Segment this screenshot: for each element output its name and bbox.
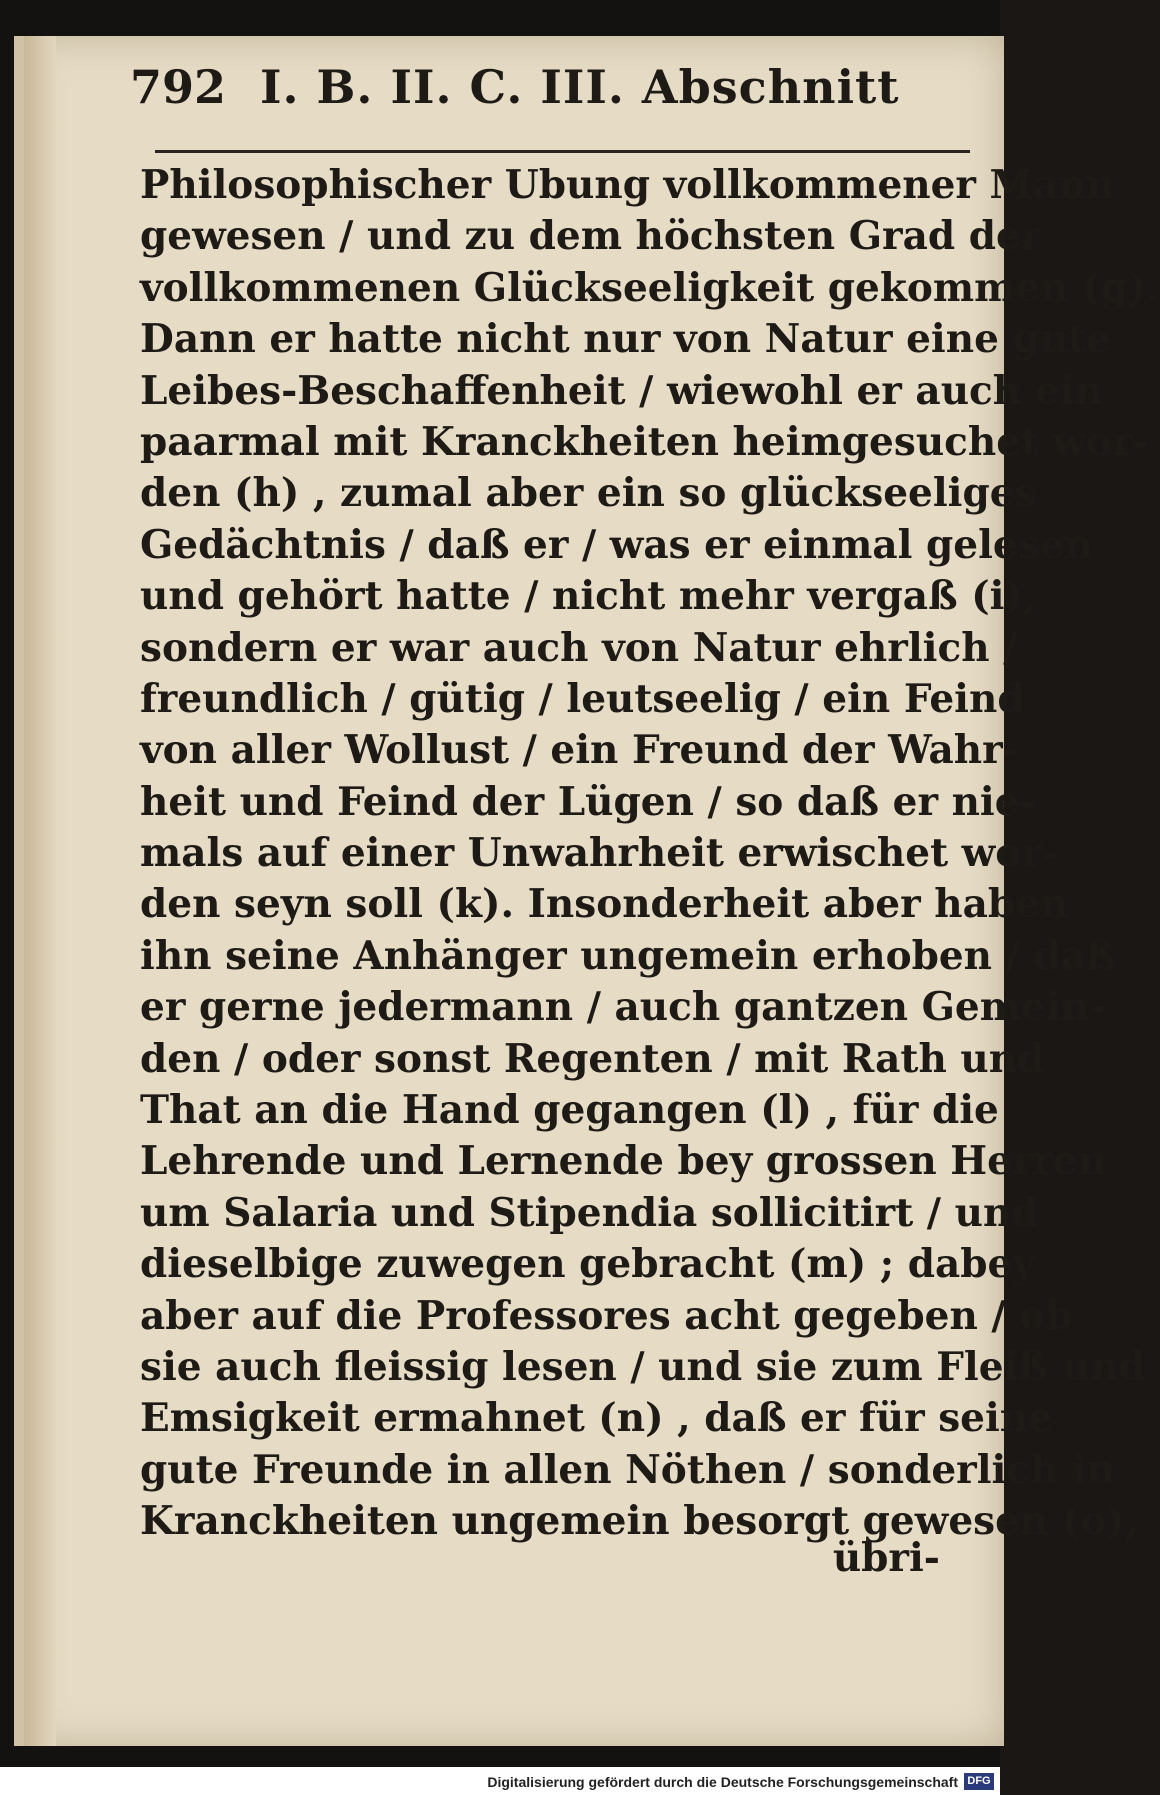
text-line: ihn seine Anhänger ungemein erhoben / daß: [140, 932, 1116, 979]
footer-credit: Digitalisierung gefördert durch die Deutsche Forschungsgemeinschaft: [487, 1774, 958, 1790]
text-line: sondern er war auch von Natur ehrlich /: [140, 624, 1018, 671]
text-line: den / oder sonst Regenten / mit Rath und: [140, 1035, 1045, 1082]
dfg-logo: DFG: [964, 1773, 994, 1790]
page-edge: [24, 36, 56, 1746]
text-line: That an die Hand gegangen (l) , für die: [140, 1087, 999, 1134]
text-line: er gerne jedermann / auch gantzen Gemein-: [140, 984, 1106, 1031]
text-line: aber auf die Professores acht gegeben / ob: [140, 1292, 1073, 1339]
digitization-footer: [0, 1767, 1000, 1795]
text-line: mals auf einer Unwahrheit erwischet wor-: [140, 830, 1059, 877]
text-line: Emsigkeit ermahnet (n) , daß er für seine: [140, 1395, 1053, 1442]
text-line: und gehört hatte / nicht mehr vergaß (i),: [140, 573, 1037, 620]
text-line: vollkommenen Glückseeligkeit gekommen (g).: [140, 264, 1160, 311]
text-line: gewesen / und zu dem höchsten Grad der: [140, 213, 1042, 260]
text-line: Lehrende und Lernende bey grossen Herren: [140, 1138, 1107, 1185]
text-line: um Salaria und Stipendia sollicitirt / und: [140, 1189, 1039, 1236]
text-line: paarmal mit Kranckheiten heimgesuchet wor-: [140, 418, 1150, 465]
text-line: von aller Wollust / ein Freund der Wahr-: [140, 727, 1019, 774]
text-line: dieselbige zuwegen gebracht (m) ; dabey: [140, 1241, 1036, 1288]
text-line: Gedächtnis / daß er / was er einmal gelesen: [140, 521, 1093, 568]
text-line: sie auch fleissig lesen / und sie zum Fleiß und: [140, 1343, 1146, 1390]
text-line: Philosophischer Ubung vollkommener Mann: [140, 162, 1115, 208]
page-header: [130, 60, 960, 120]
header-rule: [155, 150, 970, 153]
catchword: übri-: [832, 1535, 940, 1581]
body-text: [140, 160, 1160, 1548]
text-line: Dann er hatte nicht nur von Natur eine gute: [140, 316, 1111, 363]
text-line: Leibes-Beschaffenheit / wiewohl er auch ein: [140, 367, 1103, 414]
page-number: 792: [130, 60, 227, 114]
text-line: den seyn soll (k). Insonderheit aber haben: [140, 881, 1069, 928]
text-line: freundlich / gütig / leutseelig / ein Feind: [140, 675, 1025, 722]
text-line: heit und Feind der Lügen / so daß er nie-: [140, 778, 1036, 825]
text-line: Kranckheiten ungemein besorgt gewesen (o),: [140, 1498, 1139, 1545]
running-head: I. B. II. C. III. Abschnitt: [260, 60, 900, 114]
text-line: den (h) , zumal aber ein so glückseeliges: [140, 470, 1037, 517]
text-line: gute Freunde in allen Nöthen / sonderlich in: [140, 1446, 1116, 1493]
